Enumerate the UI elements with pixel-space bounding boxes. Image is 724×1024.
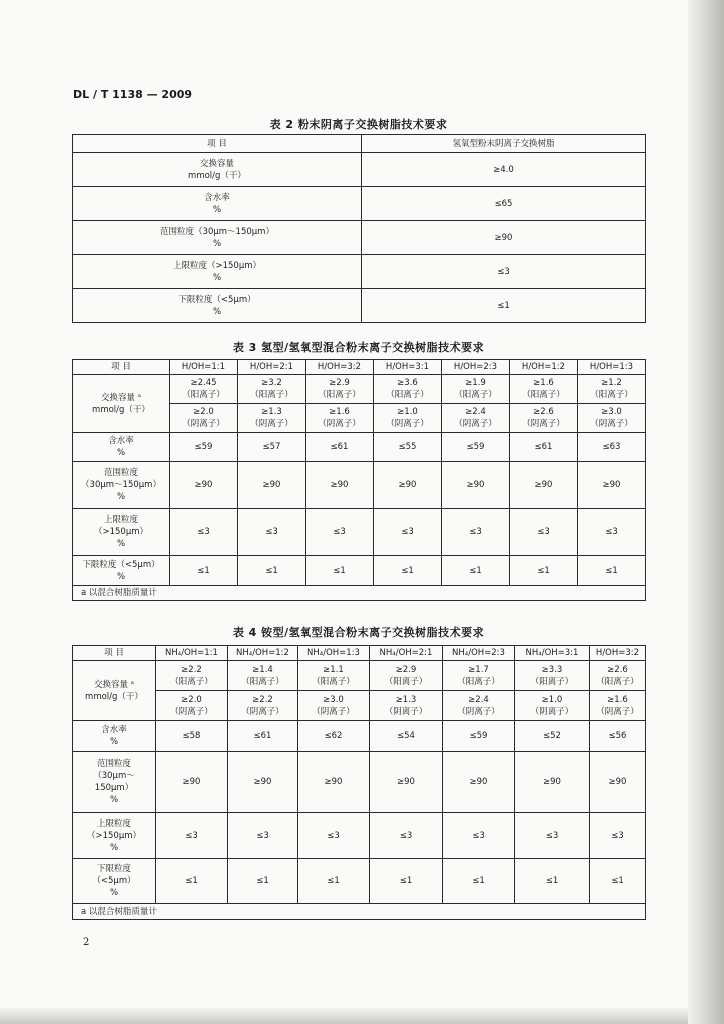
table4-row-value: ≤3 [590, 813, 646, 859]
table4-row-value: ≤3 [515, 813, 590, 859]
capacity-value: ≥2.4 [468, 694, 489, 705]
table2-row-label-line: mmol/g（干） [188, 170, 246, 181]
table3-row-value: ≤1 [170, 556, 238, 586]
table-row [73, 255, 646, 289]
table3-row-value: ≥90 [442, 462, 510, 509]
capacity-value: ≥2.9 [395, 664, 417, 675]
table4-row-value: ≤1 [443, 859, 515, 904]
ion-type: （阳离子） [457, 676, 500, 687]
table3-row-label-line: % [116, 492, 126, 502]
table4-row-value: ≤3 [370, 813, 443, 859]
table4-header-item: 项 目 [73, 646, 156, 661]
ion-type: （阳离子） [590, 390, 633, 400]
table3-capacity-cation [442, 375, 510, 404]
ion-type: （阴离子） [312, 706, 355, 717]
table2-row-label [73, 255, 362, 289]
table4-row-value: ≤1 [228, 859, 298, 904]
table3-header-ratio: H/OH=2:1 [238, 360, 306, 375]
table3-row-value: ≤3 [578, 509, 646, 556]
table2-header-value: 氢氧型粉末阴离子交换树脂 [362, 135, 646, 153]
table3-row-value: ≥90 [170, 462, 238, 509]
table3-row-value: ≤3 [442, 509, 510, 556]
table4-header-ratio: NH₄/OH=1:3 [298, 646, 370, 661]
capacity-value: ≥2.2 [181, 664, 202, 675]
table4-row-label-line: % [109, 795, 119, 805]
table4-header-ratio: NH₄/OH=1:1 [156, 646, 228, 661]
table-row [73, 509, 646, 556]
capacity-value: ≥1.2 [601, 378, 622, 388]
table-row [73, 462, 646, 509]
table3-header-ratio: H/OH=3:1 [374, 360, 442, 375]
table4-row-value: ≥90 [590, 752, 646, 813]
ion-type: （阳离子） [241, 676, 284, 687]
capacity-value: ≥1.7 [468, 664, 489, 675]
table2-row-value: ≤1 [362, 289, 646, 323]
capacity-value: ≥3.6 [397, 378, 418, 388]
table4-row-label-line: 范围粒度 [96, 759, 131, 769]
table-row [73, 289, 646, 323]
table2-row-label-line: % [212, 272, 222, 283]
table2-row-label [73, 153, 362, 187]
table4-capacity-anion [370, 691, 443, 721]
table2 [72, 134, 646, 323]
table3-row-value: ≤3 [238, 509, 306, 556]
capacity-value: ≥3.0 [601, 407, 622, 417]
table-row [73, 556, 646, 586]
table3-row-label-line: （>150μm） [93, 527, 149, 537]
table-row [73, 375, 646, 404]
table4-row-value: ≤59 [443, 721, 515, 752]
capacity-value: ≥1.3 [261, 407, 282, 417]
table3-caption: 表 3 氢型/氢氧型混合粉末离子交换树脂技术要求 [232, 341, 485, 354]
table3-row-value: ≤59 [442, 433, 510, 462]
table4-row-value: ≤1 [156, 859, 228, 904]
table4-row-label-line: % [109, 737, 119, 747]
table2-row-label-line: 下限粒度（<5μm） [178, 294, 256, 305]
table-row [73, 721, 646, 752]
table3-row-label [73, 556, 170, 586]
table3-row-value: ≤1 [510, 556, 578, 586]
table4-row-value: ≤62 [298, 721, 370, 752]
table4-row-value: ≤1 [298, 859, 370, 904]
ion-type: （阳离子） [170, 676, 213, 687]
table3-capacity-anion [306, 404, 374, 433]
capacity-value: ≥1.6 [533, 378, 554, 388]
table4-row-value: ≥90 [298, 752, 370, 813]
capacity-value: ≥1.3 [395, 694, 417, 705]
table4-header-ratio: NH₄/OH=3:1 [515, 646, 590, 661]
table4-row-value: ≤3 [443, 813, 515, 859]
table-note-row [73, 904, 646, 920]
table4-capacity-cation [228, 661, 298, 691]
table3-header-item: 项 目 [73, 360, 170, 375]
table-row [73, 859, 646, 904]
table3-row-label-line: 范围粒度 [103, 468, 138, 478]
table3-row-value: ≤61 [306, 433, 374, 462]
capacity-value: ≥2.2 [252, 694, 273, 705]
table4-footnote: a 以混合树脂质量计 [73, 904, 646, 920]
capacity-value: ≥2.0 [193, 407, 214, 417]
table3-header-ratio: H/OH=2:3 [442, 360, 510, 375]
ion-type: （阴离子） [530, 706, 574, 717]
page-number: 2 [83, 937, 90, 948]
capacity-value: ≥2.9 [329, 378, 350, 388]
ion-type: （阳离子） [250, 390, 293, 400]
table4-header-ratio: NH₄/OH=2:3 [443, 646, 515, 661]
table3-row-value: ≤57 [238, 433, 306, 462]
table2-row-label-line: 上限粒度（>150μm） [172, 260, 262, 271]
table4-capacity-cation [156, 661, 228, 691]
capacity-value: ≥1.0 [397, 407, 418, 417]
table4-capacity-cation [370, 661, 443, 691]
table3-header-ratio: H/OH=1:3 [578, 360, 646, 375]
table4-row-value: ≥90 [370, 752, 443, 813]
table3-row-value: ≤1 [238, 556, 306, 586]
capacity-value: ≥1.0 [541, 694, 563, 705]
table4-row-label-line: 150μm） [94, 783, 134, 793]
table4-row-label-line: % [109, 888, 119, 898]
table4-row-label [73, 859, 156, 904]
table-row [73, 433, 646, 462]
table3-row-label-line: % [116, 571, 126, 582]
book-spine-shadow [688, 0, 724, 1024]
table4-capacity-cation [298, 661, 370, 691]
table4-capacity-cation [443, 661, 515, 691]
table-header-row [73, 360, 646, 375]
table4-capacity-label-line: mmol/g（干） [85, 691, 143, 702]
table3-row-label [73, 462, 170, 509]
ion-type: （阴离子） [596, 706, 639, 717]
table3-row-value: ≤1 [306, 556, 374, 586]
ion-type: （阳离子） [596, 676, 639, 687]
ion-type: （阴离子） [250, 419, 293, 429]
table3-row-value: ≥90 [374, 462, 442, 509]
table2-row-label-line: % [212, 306, 222, 317]
capacity-value: ≥3.2 [261, 378, 282, 388]
ion-type: （阳离子） [384, 676, 428, 687]
capacity-value: ≥1.4 [252, 664, 273, 675]
ion-type: （阳离子） [182, 390, 225, 400]
ion-type: （阳离子） [530, 676, 574, 687]
table3-row-value: ≥90 [510, 462, 578, 509]
capacity-value: ≥2.4 [465, 407, 486, 417]
table4-row-value: ≤1 [370, 859, 443, 904]
page-bottom-edge [0, 1008, 688, 1024]
table3 [72, 359, 646, 601]
table4-caption: 表 4 铵型/氢氧型混合粉末离子交换树脂技术要求 [232, 626, 485, 639]
table-row [73, 661, 646, 691]
table2-row-value: ≤65 [362, 187, 646, 221]
capacity-value: ≥1.9 [465, 378, 486, 388]
table4-capacity-anion [443, 691, 515, 721]
ion-type: （阳离子） [312, 676, 355, 687]
table2-row-label-line: 范围粒度（30μm～150μm） [160, 226, 274, 237]
table4-row-value: ≥90 [515, 752, 590, 813]
table3-capacity-label-line: mmol/g（干） [92, 404, 150, 415]
table4-row-value: ≤1 [590, 859, 646, 904]
table3-capacity-anion [578, 404, 646, 433]
table4-row-label-line: 上限粒度 [96, 818, 131, 829]
table4-row-label-line: （<5μm） [92, 876, 136, 886]
table3-capacity-cation [170, 375, 238, 404]
ion-type: （阴离子） [318, 419, 361, 429]
table2-row-label-line: % [212, 204, 222, 215]
ion-type: （阴离子） [182, 419, 225, 429]
table3-row-label [73, 433, 170, 462]
capacity-value: ≥2.0 [181, 694, 202, 705]
table4-capacity-anion [156, 691, 228, 721]
table3-capacity-cation [306, 375, 374, 404]
table2-row-label-line: 交换容量 [199, 158, 234, 169]
ion-type: （阳离子） [318, 390, 361, 400]
table3-capacity-anion [170, 404, 238, 433]
ion-type: （阴离子） [522, 419, 565, 429]
table2-caption: 表 2 粉末阴离子交换树脂技术要求 [269, 118, 448, 131]
table3-row-value: ≤1 [442, 556, 510, 586]
table-row [73, 153, 646, 187]
table2-row-label [73, 289, 362, 323]
table4-capacity-anion [590, 691, 646, 721]
table3-header-ratio: H/OH=3:2 [306, 360, 374, 375]
ion-type: （阴离子） [590, 419, 633, 429]
table4-row-value: ≥90 [228, 752, 298, 813]
table3-capacity-cation [238, 375, 306, 404]
ion-type: （阳离子） [454, 390, 497, 400]
table4-row-value: ≤52 [515, 721, 590, 752]
table3-row-label-line: 含水率 [108, 436, 134, 446]
ion-type: （阴离子） [454, 419, 497, 429]
table4-capacity-anion [228, 691, 298, 721]
table3-row-label-line: 上限粒度 [103, 515, 138, 525]
table2-row-value: ≥4.0 [362, 153, 646, 187]
table2-row-value: ≥90 [362, 221, 646, 255]
table4-capacity-anion [298, 691, 370, 721]
table-row [73, 187, 646, 221]
table3-row-label-line: % [116, 448, 126, 458]
table4-row-value: ≥90 [443, 752, 515, 813]
table2-row-label [73, 187, 362, 221]
table4-row-label-line: 下限粒度 [96, 864, 131, 874]
table4-row-value: ≤61 [228, 721, 298, 752]
table3-row-value: ≤3 [374, 509, 442, 556]
table2-row-label-line: 含水率 [204, 192, 230, 203]
table3-capacity-cation [374, 375, 442, 404]
table3-row-value: ≥90 [238, 462, 306, 509]
table3-row-label [73, 509, 170, 556]
table4-row-value: ≤3 [156, 813, 228, 859]
table4-row-value: ≤1 [515, 859, 590, 904]
table4-row-label-line: 含水率 [101, 725, 127, 735]
table3-row-value: ≥90 [306, 462, 374, 509]
table3-capacity-anion [510, 404, 578, 433]
table3-row-value: ≤59 [170, 433, 238, 462]
standard-number-header: DL / T 1138 — 2009 [73, 88, 193, 101]
table3-capacity-anion [238, 404, 306, 433]
table4-row-label [73, 752, 156, 813]
table3-row-value: ≤3 [306, 509, 374, 556]
table4-row-value: ≤54 [370, 721, 443, 752]
table2-row-value: ≤3 [362, 255, 646, 289]
table-header-row [73, 646, 646, 661]
table-row [73, 221, 646, 255]
table3-capacity-cation [578, 375, 646, 404]
ion-type: （阴离子） [457, 706, 500, 717]
table4-header-ratio: H/OH=3:2 [590, 646, 646, 661]
table4-capacity-anion [515, 691, 590, 721]
table3-row-value: ≤3 [170, 509, 238, 556]
table3-row-label-line: （30μm～150μm） [81, 480, 161, 490]
table3-row-value: ≤3 [510, 509, 578, 556]
table4-capacity-label [73, 661, 156, 721]
table3-capacity-cation [510, 375, 578, 404]
table4-header-ratio: NH₄/OH=2:1 [370, 646, 443, 661]
ion-type: （阴离子） [170, 706, 213, 717]
capacity-value: ≥2.6 [533, 407, 554, 417]
capacity-value: ≥1.6 [607, 694, 628, 705]
table2-row-label [73, 221, 362, 255]
table4-header-ratio: NH₄/OH=1:2 [228, 646, 298, 661]
table4-row-label-line: % [109, 842, 119, 853]
table3-row-value: ≥90 [578, 462, 646, 509]
ion-type: （阴离子） [241, 706, 284, 717]
table3-header-ratio: H/OH=1:1 [170, 360, 238, 375]
table4-row-value: ≤58 [156, 721, 228, 752]
ion-type: （阴离子） [386, 419, 429, 429]
table-row [73, 691, 646, 721]
table3-row-label-line: 下限粒度（<5μm） [82, 559, 160, 570]
table-row [73, 752, 646, 813]
table4-row-value: ≤3 [298, 813, 370, 859]
table3-row-label-line: % [116, 539, 126, 549]
table4 [72, 645, 646, 920]
capacity-value: ≥3.3 [541, 664, 563, 675]
table3-capacity-anion [374, 404, 442, 433]
table3-row-value: ≤63 [578, 433, 646, 462]
table3-row-value: ≤55 [374, 433, 442, 462]
table2-row-label-line: % [212, 238, 222, 249]
table4-capacity-cation [590, 661, 646, 691]
ion-type: （阴离子） [384, 706, 428, 717]
capacity-value: ≥2.6 [607, 664, 628, 675]
table2-header-item: 项 目 [73, 135, 362, 153]
table-row [73, 813, 646, 859]
ion-type: （阳离子） [386, 390, 429, 400]
table4-row-value: ≥90 [156, 752, 228, 813]
table4-capacity-label-line: 交换容量 ᵃ [93, 679, 135, 690]
table4-row-label-line: （30μm～ [93, 771, 135, 781]
capacity-value: ≥2.45 [190, 378, 217, 388]
table3-capacity-anion [442, 404, 510, 433]
table4-row-label-line: （>150μm） [86, 830, 142, 841]
table3-header-ratio: H/OH=1:2 [510, 360, 578, 375]
capacity-value: ≥1.1 [323, 664, 344, 675]
table4-row-value: ≤56 [590, 721, 646, 752]
table3-footnote: a 以混合树脂质量计 [73, 586, 646, 601]
table4-row-label [73, 721, 156, 752]
ion-type: （阳离子） [522, 390, 565, 400]
table3-row-value: ≤61 [510, 433, 578, 462]
table3-capacity-label-line: 交换容量 ᵃ [100, 392, 142, 403]
table4-row-label [73, 813, 156, 859]
table4-row-value: ≤3 [228, 813, 298, 859]
capacity-value: ≥1.6 [329, 407, 350, 417]
capacity-value: ≥3.0 [323, 694, 344, 705]
table3-row-value: ≤1 [578, 556, 646, 586]
table4-capacity-cation [515, 661, 590, 691]
table3-capacity-label [73, 375, 170, 433]
table3-row-value: ≤1 [374, 556, 442, 586]
table-note-row [73, 586, 646, 601]
